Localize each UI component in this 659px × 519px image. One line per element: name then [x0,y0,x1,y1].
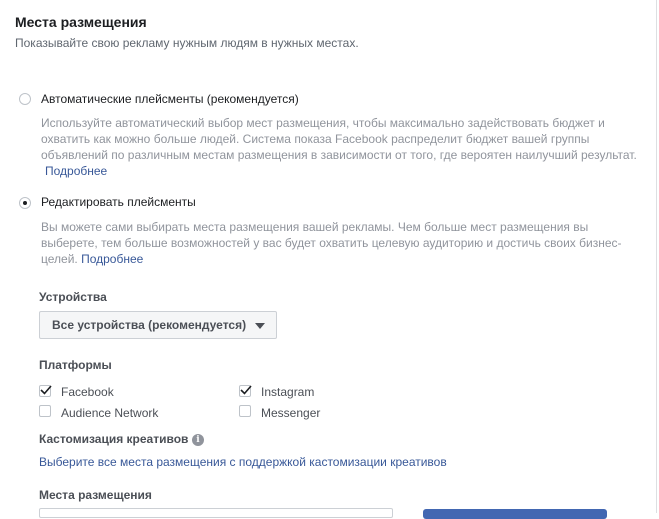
instagram-checkbox[interactable] [239,385,251,397]
manual-desc-line-3: целей. [41,252,78,266]
devices-dropdown[interactable] [39,311,277,339]
placements-section-label: Места размещения [39,488,152,502]
audience-network-checkbox[interactable] [39,405,51,417]
automatic-desc-line-2: охватить как можно больше людей. Система показа Facebook распределит бюджет вашей группы [41,132,590,146]
edit-placements-radio[interactable] [19,197,31,209]
creative-customization-link[interactable]: Выберите все места размещения с поддержкой кастомизации креативов [39,455,447,469]
automatic-placements-label[interactable]: Автоматические плейсменты (рекомендуется) [41,92,299,106]
instagram-checkbox-label[interactable]: Instagram [261,385,315,399]
automatic-desc-line-3: объявлений по различным местам размещения в зависимости от того, где вероятен наилучший результат. [41,148,637,162]
page-title: Места размещения [15,14,147,30]
audience-network-checkbox-label[interactable]: Audience Network [61,406,159,420]
automatic-placements-description [41,115,637,179]
automatic-desc-line-1: Используйте автоматический выбор мест размещения, чтобы максимально задействовать бюджет и [41,116,605,130]
manual-desc-line-2: выберете, тем больше возможностей у вас будет охватить целевую аудиторию и достичь своих бизнес- [41,236,622,250]
info-icon[interactable]: i [192,434,204,446]
manual-more-link[interactable]: Подробнее [81,252,144,266]
edit-placements-label[interactable]: Редактировать плейсменты [41,195,196,209]
caret-down-icon [255,323,265,329]
automatic-placements-radio[interactable] [19,93,31,105]
placements-list-box[interactable] [39,508,393,518]
messenger-checkbox-label[interactable]: Messenger [261,406,321,420]
edit-placements-description [41,219,622,267]
devices-dropdown-value: Все устройства (рекомендуется) [52,318,247,332]
devices-label: Устройства [39,290,107,304]
manual-desc-line-1: Вы можете сами выбирать места размещения вашей рекламы. Чем больше мест размещения вы [41,220,589,234]
placements-action-button[interactable] [423,509,607,519]
facebook-checkbox[interactable] [39,385,51,397]
automatic-more-link[interactable]: Подробнее [45,164,108,178]
platforms-label: Платформы [39,358,112,372]
messenger-checkbox[interactable] [239,405,251,417]
page-subtitle: Показывайте свою рекламу нужным людям в нужных местах. [15,36,359,50]
checkmark-icon [239,383,253,397]
facebook-checkbox-label[interactable]: Facebook [61,385,114,399]
checkmark-icon [39,383,53,397]
creative-customization-label: Кастомизация креативов [39,432,189,446]
